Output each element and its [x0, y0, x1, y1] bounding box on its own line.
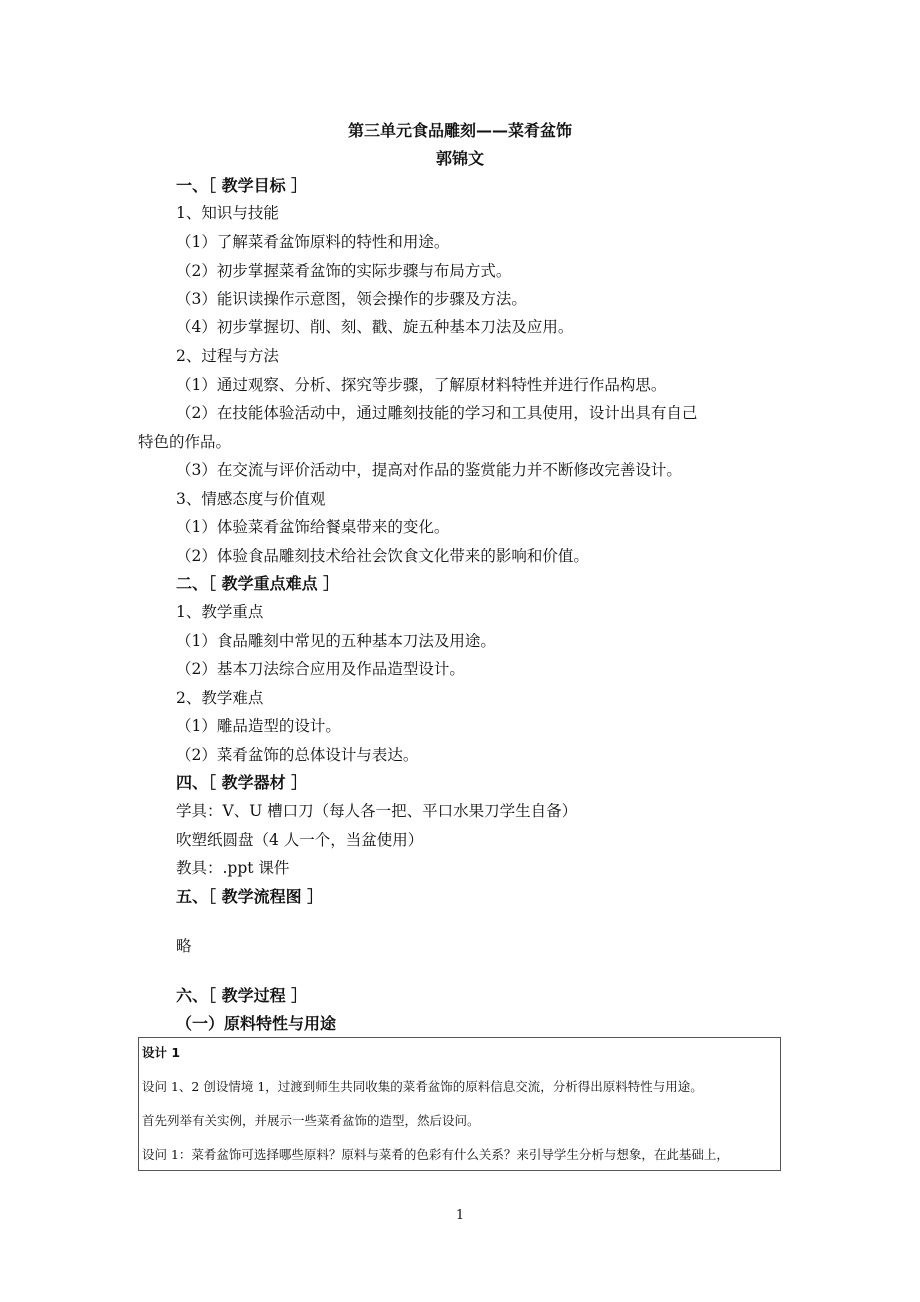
- text-line: （2）基本刀法综合应用及作品造型设计。: [176, 660, 465, 678]
- section-heading-flowchart: 五、［ 教学流程图 ］: [176, 887, 324, 906]
- text-line: （2）体验食品雕刻技术给社会饮食文化带来的影响和价值。: [176, 547, 589, 565]
- text-line: （2）初步掌握菜肴盆饰的实际步骤与布局方式。: [176, 262, 512, 280]
- text-line: 教具：.ppt 课件: [176, 859, 290, 877]
- text-line: （3）能识读操作示意图，领会操作的步骤及方法。: [176, 290, 527, 308]
- text-line: （1）了解菜肴盆饰原料的特性和用途。: [176, 233, 450, 251]
- text-line: （2）在技能体验活动中，通过雕刻技能的学习和工具使用，设计出具有自己: [176, 404, 698, 422]
- text-line: （2）菜肴盆饰的总体设计与表达。: [176, 746, 419, 764]
- design-box-line: 设问 1、2 创设情境 1，过渡到师生共同收集的菜肴盆饰的原料信息交流，分析得出原料特性与用途。: [142, 1079, 703, 1094]
- design-box: [138, 1037, 781, 1171]
- design-box-line: 设问 1：菜肴盆饰可选择哪些原料？原料与菜肴的色彩有什么关系？来引导学生分析与想象，在此基础上，: [142, 1147, 729, 1162]
- text-line: （3）在交流与评价活动中，提高对作品的鉴赏能力并不断修改完善设计。: [176, 461, 682, 479]
- subheading-knowledge: 1、知识与技能: [176, 204, 279, 222]
- subheading-process: 2、过程与方法: [176, 347, 279, 365]
- subheading-key: 1、教学重点: [176, 603, 264, 621]
- section-heading-process: 六、［ 教学过程 ］: [176, 986, 308, 1005]
- subheading-attitude: 3、情感态度与价值观: [176, 490, 326, 508]
- document-title: 第三单元食品雕刻——菜肴盆饰: [347, 121, 572, 140]
- subsection-heading: （一）原料特性与用途: [176, 1014, 337, 1033]
- section-heading-objectives: 一、［ 教学目标 ］: [176, 176, 308, 195]
- text-line: 特色的作品。: [138, 433, 232, 451]
- text-line: （1）雕品造型的设计。: [176, 717, 341, 735]
- text-line: （1）通过观察、分析、探究等步骤，了解原材料特性并进行作品构思。: [176, 376, 667, 394]
- section-heading-equipment: 四、［ 教学器材 ］: [176, 773, 308, 792]
- subheading-difficult: 2、教学难点: [176, 689, 264, 707]
- page-number: 1: [455, 1208, 465, 1223]
- design-box-title: 设计 1: [142, 1045, 181, 1060]
- text-line: 学具：V、U 槽口刀（每人各一把、平口水果刀学生自备）: [176, 802, 578, 820]
- text-line: （1）食品雕刻中常见的五种基本刀法及用途。: [176, 632, 496, 650]
- text-line: （4）初步掌握切、削、刻、戳、旋五种基本刀法及应用。: [176, 318, 574, 336]
- section-heading-key-points: 二、［ 教学重点难点 ］: [176, 574, 340, 593]
- text-line: 略: [176, 937, 192, 955]
- design-box-line: 首先列举有关实例，并展示一些菜肴盆饰的造型，然后设问。: [142, 1113, 480, 1128]
- document-author: 郭锦文: [435, 149, 484, 168]
- text-line: （1）体验菜肴盆饰给餐桌带来的变化。: [176, 518, 450, 536]
- text-line: 吹塑纸圆盘（4 人一个，当盆使用）: [176, 831, 424, 849]
